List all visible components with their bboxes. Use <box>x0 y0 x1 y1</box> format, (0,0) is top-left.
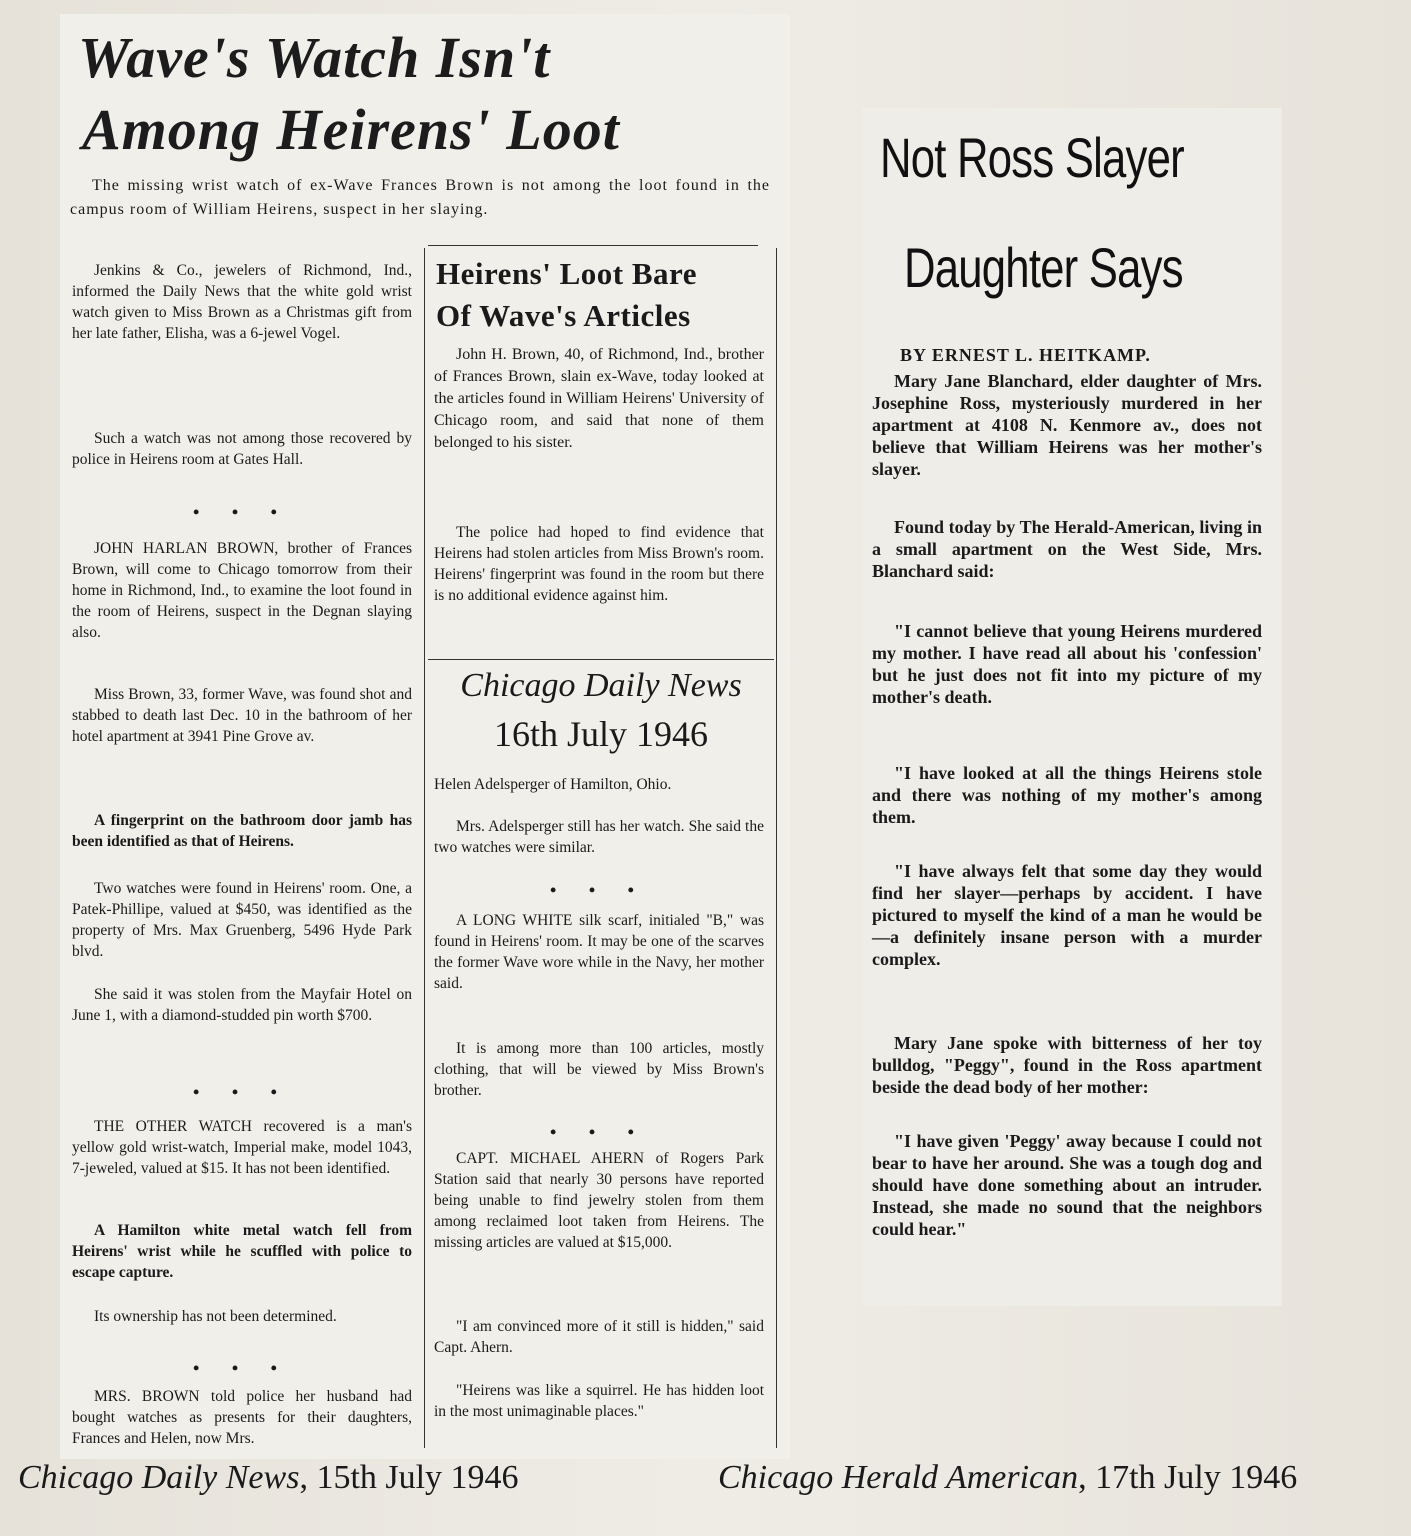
separator-dots: • • • <box>193 1082 291 1102</box>
col1-paragraph: Jenkins & Co., jewelers of Richmond, Ind., informed the Daily News that the white gold wrist watch given to Miss Brown as a Christmas gift from her late father, Elisha, was a 6-jewel Vogel. <box>72 262 412 342</box>
right-paragraph: "I have given 'Peggy' away because I could not bear to have her around. She was a tough dog and should have done something about an intruder. Instead, she made no sound that the neighbors could hear." <box>872 1131 1262 1239</box>
sub-headline-line-2: Of Wave's Articles <box>436 298 691 333</box>
col1-paragraph: A fingerprint on the bathroom door jamb has been identified as that of Heirens. <box>72 812 412 850</box>
right-headline-line-2: Daughter Says <box>904 236 1183 299</box>
col1-paragraph: A Hamilton white metal watch fell from Heirens' wrist while he scuffled with police to escape capture. <box>72 1222 412 1281</box>
col2-paragraph: John H. Brown, 40, of Richmond, Ind., brother of Frances Brown, slain ex-Wave, today looked at the articles found in William Heirens' University of Chicago room, and said that none of them belonged to his sister. <box>434 346 764 451</box>
col2-paragraph: CAPT. MICHAEL AHERN of Rogers Park Station said that nearly 30 persons have reported being unable to find jewelry stolen from them among reclaimed loot taken from Heirens. The missing articles are valued at $15,000. <box>434 1150 764 1251</box>
inner-caption-date: 16th July 1946 <box>493 714 708 754</box>
col1-paragraph: Its ownership has not been determined. <box>94 1308 337 1325</box>
right-paragraph: Mary Jane Blanchard, elder daughter of Mrs. Josephine Ross, mysteriously murdered in her apartment at 4108 N. Kenmore av., does not believe that William Heirens was her mother's slayer. <box>872 371 1262 479</box>
col2-paragraph: Helen Adelsperger of Hamilton, Ohio. <box>434 776 672 793</box>
byline: BY ERNEST L. HEITKAMP. <box>900 345 1151 365</box>
left-caption-source: Chicago Daily News <box>18 1459 300 1496</box>
right-headline-line-1: Not Ross Slayer <box>880 126 1184 189</box>
column-rule-top <box>428 245 758 246</box>
separator-dots: • • • <box>550 1122 648 1142</box>
inner-caption-source: Chicago Daily News <box>460 667 742 704</box>
right-paragraph: "I have looked at all the things Heirens stole and there was nothing of my mother's among them. <box>872 763 1262 827</box>
article-intro: The missing wrist watch of ex-Wave Frances Brown is not among the loot found in the campus room of William Heirens, suspect in her slaying. <box>70 177 770 218</box>
right-paragraph: "I have always felt that some day they would find her slayer—perhaps by accident. I have pictured to myself the kind of a man he would be—a definitely insane person with a murder complex. <box>872 861 1262 969</box>
column-divider <box>424 248 425 1448</box>
col1-paragraph: Two watches were found in Heirens' room. One, a Patek-Phillipe, valued at $450, was identified as the property of Mrs. Max Gruenberg, 5496 Hyde Park blvd. <box>72 880 412 960</box>
col1-paragraph: JOHN HARLAN BROWN, brother of Frances Brown, will come to Chicago tomorrow from their home in Richmond, Ind., to examine the loot found in the room of Heirens, suspect in the Degnan slaying also. <box>72 540 412 641</box>
col1-paragraph: Miss Brown, 33, former Wave, was found shot and stabbed to death last Dec. 10 in the bathroom of her hotel apartment at 3941 Pine Grove av. <box>72 686 412 745</box>
herald-american-clipping <box>862 108 1282 1306</box>
col2-paragraph: Mrs. Adelsperger still has her watch. She said the two watches were similar. <box>434 818 764 856</box>
daily-news-clipping <box>60 14 790 1459</box>
left-caption-date: , 15th July 1946 <box>299 1459 519 1496</box>
col2-paragraph: "I am convinced more of it still is hidden," said Capt. Ahern. <box>434 1318 764 1356</box>
right-paragraph: Found today by The Herald-American, living in a small apartment on the West Side, Mrs. Blanchard said: <box>872 517 1262 581</box>
caption-rule <box>428 659 774 660</box>
separator-dots: • • • <box>193 1358 291 1378</box>
column-edge <box>776 248 777 1448</box>
col1-paragraph: THE OTHER WATCH recovered is a man's yellow gold wrist-watch, Imperial make, model 1043, 7-jeweled, valued at $15. It has not been identified. <box>72 1118 412 1177</box>
separator-dots: • • • <box>193 502 291 522</box>
left-caption <box>18 1458 519 1498</box>
right-caption-date: , 17th July 1946 <box>1078 1459 1298 1496</box>
col1-paragraph: MRS. BROWN told police her husband had bought watches as presents for their daughters, Frances and Helen, now Mrs. <box>72 1388 412 1447</box>
col2-paragraph: A LONG WHITE silk scarf, initialed "B," was found in Heirens' room. It may be one of the scarves the former Wave wore while in the Navy, her mother said. <box>434 912 764 992</box>
right-paragraph: Mary Jane spoke with bitterness of her toy bulldog, "Peggy", found in the Ross apartment beside the dead body of her mother: <box>872 1033 1262 1097</box>
separator-dots: • • • <box>550 880 648 900</box>
col1-paragraph: Such a watch was not among those recovered by police in Heirens room at Gates Hall. <box>72 430 412 468</box>
right-paragraph: "I cannot believe that young Heirens murdered my mother. I have read all about his 'confession' but he just does not fit into my picture of my mother's death. <box>872 621 1262 707</box>
col2-paragraph: It is among more than 100 articles, mostly clothing, that will be viewed by Miss Brown's brother. <box>434 1040 764 1099</box>
sub-headline-line-1: Heirens' Loot Bare <box>436 256 697 291</box>
col1-paragraph: She said it was stolen from the Mayfair Hotel on June 1, with a diamond-studded pin worth $700. <box>72 986 412 1024</box>
right-caption-source: Chicago Herald American <box>718 1459 1079 1496</box>
right-caption <box>718 1458 1297 1498</box>
col2-paragraph: "Heirens was like a squirrel. He has hidden loot in the most unimaginable places." <box>434 1382 764 1420</box>
headline-line-1: Wave's Watch Isn't <box>78 25 551 90</box>
col2-paragraph: The police had hoped to find evidence that Heirens had stolen articles from Miss Brown's room. Heirens' fingerprint was found in the room but there is no additional evidence against him. <box>434 524 764 604</box>
headline-line-2: Among Heirens' Loot <box>82 97 620 162</box>
